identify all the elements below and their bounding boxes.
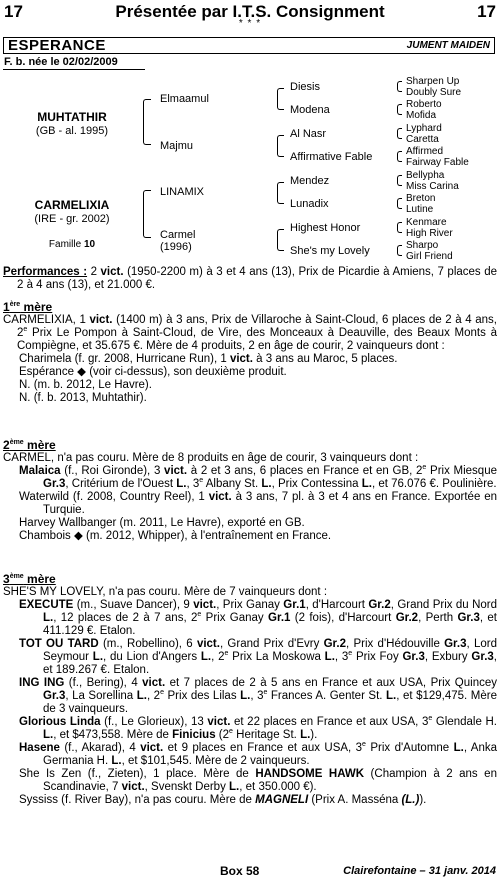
page-number-right: 17 [477, 2, 496, 21]
bracket [277, 135, 284, 157]
bracket [397, 81, 402, 92]
pedigree-g4: Lyphard [406, 123, 442, 134]
pedigree-g3: Mendez [290, 175, 330, 187]
pedigree-g4: Sharpen Up [406, 76, 460, 87]
sire-info: (GB - al. 1995) [35, 125, 109, 137]
bracket [397, 245, 402, 256]
pedigree-g3: Modena [290, 104, 330, 116]
pedigree-g3: Affirmative Fable [290, 151, 373, 163]
bracket [397, 222, 402, 233]
sale-location-date: Clairefontaine – 31 janv. 2014 [343, 865, 496, 877]
horse-name-box [3, 37, 495, 54]
page-title: Présentée par I.T.S. Consignment [115, 2, 385, 21]
produce-entry: Glorious Linda (f., Le Glorieux), 13 vict. et 22 places en France et aux USA, 3e Glendale H. L., et $473,558. Mère de Finicius (2e Heritage St. L.). [19, 715, 497, 741]
produce-entry: Charimela (f. gr. 2008, Hurricane Run), 1 vict. à 3 ans au Maroc, 5 places. [19, 353, 398, 365]
dam-record: CARMEL, n'a pas couru. Mère de 8 produits en âge de courir, 3 vainqueurs dont : [3, 452, 419, 464]
pedigree-g4: Lutine [406, 204, 434, 215]
pedigree-g4: Miss Carina [406, 181, 459, 192]
second-dam-section [3, 439, 497, 543]
sire-name: MUHTATHIR [37, 110, 107, 124]
produce-entry: She Is Zen (f., Zieten), 1 place. Mère de HANDSOME HAWK (Champion à 2 ans en Scandinavie, 7 vict., Svenskt Derby L., et 350.000 €). [19, 768, 497, 793]
bracket [397, 104, 402, 115]
bracket [143, 99, 151, 145]
pedigree-g4: Kenmare [406, 217, 447, 228]
bracket [277, 229, 284, 251]
pedigree-g4: Breton [406, 193, 436, 204]
pedigree-g2: Carmel [160, 229, 196, 241]
first-dam-section [3, 301, 497, 405]
box-number: Box 58 [220, 864, 260, 878]
pedigree-g3: Diesis [290, 81, 320, 93]
third-dam-section [3, 573, 497, 807]
bracket [277, 88, 284, 110]
produce-entry: ING ING (f., Bering), 4 vict. et 7 places de 2 à 5 ans en France et aux USA, Prix Quincey Gr.3, La Sorellina L., 2e Prix des Lilas L., 3e Frances A. Genter St. L., et $129,475. Mère de 3 vainqueurs. [19, 677, 497, 715]
produce-entry: Syssiss (f. River Bay), n'a pas couru. Mère de MAGNELI (Prix A. Masséna (L.)). [19, 794, 427, 806]
pedigree-g4: Mofida [406, 110, 437, 121]
pedigree-g2: LINAMIX [160, 186, 205, 198]
pedigree-g2-year: (1996) [160, 241, 192, 253]
produce-entry: Hasene (f., Akarad), 4 vict. et 9 places en France et aux USA, 3e Prix d'Automne L., Anka Germania H. L., et $101,545. Mère de 2 vainqueurs. [19, 741, 498, 767]
bracket [397, 175, 402, 186]
pedigree-g2: Elmaamul [160, 93, 209, 105]
divider [3, 69, 145, 70]
pedigree-g4: Bellypha [406, 170, 445, 181]
produce-entry: Malaica (f., Roi Gironde), 3 vict. à 2 et 3 ans, 6 places en France et en GB, 2e Prix Miesque Gr.3, Critérium de l'Ouest L., 3e Albany St. L., Prix Contessina L., et 76.076 €. Poulinière. [19, 464, 497, 490]
produce-entry: Harvey Wallbanger (m. 2011, Le Havre), exporté en GB. [19, 517, 305, 529]
dam-record: CARMELIXIA, 1 vict. (1400 m) à 3 ans, Prix de Villaroche à Saint-Cloud, 6 places de 2 à 4 ans, 2e Prix Le Pompon à Saint-Cloud, de Vire, des Monceaux à Deauville, des Beaux Monts à Compiègne, et 35.675 €. Mère de 4 produits, 2 en âge de courir, 2 vainqueurs dont : [3, 314, 498, 352]
pedigree-g4: High River [406, 228, 453, 239]
produce-entry: N. (f. b. 2013, Muhtathir). [19, 392, 147, 404]
performances-text: Performances : 2 vict. (1950-2200 m) à 3 et 4 ans (13), Prix de Picardie à Amiens, 7 places de 2 à 4 ans (13), et 21.000 €. [3, 266, 497, 291]
pedigree-g4: Caretta [406, 134, 439, 145]
dam-record: SHE'S MY LOVELY, n'a pas couru. Mère de 7 vainqueurs dont : [3, 586, 328, 598]
horse-birth: F. b. née le 02/02/2009 [4, 56, 118, 68]
dam-name: CARMELIXIA [34, 198, 110, 212]
bracket [143, 190, 151, 238]
produce-entry: N. (m. b. 2012, Le Havre). [19, 379, 152, 391]
title-stars: * * * [238, 18, 262, 29]
produce-entry: TOT OU TARD (m., Robellino), 6 vict., Grand Prix d'Evry Gr.2, Prix d'Hédouville Gr.3, Lord Seymour L., du Lion d'Angers L., 2e Prix La Moskowa L., 3e Prix Foy Gr.3, Exbury Gr.3, et 189.267 €. Etalon. [19, 638, 497, 676]
pedigree-g4: Doubly Sure [406, 87, 462, 98]
horse-type: JUMENT MAIDEN [406, 40, 490, 51]
bracket [397, 198, 402, 209]
produce-entry: Espérance ◆ (voir ci-dessus), son deuxième produit. [19, 366, 287, 378]
pedigree-g4: Girl Friend [406, 251, 453, 262]
produce-entry: Chambois ◆ (m. 2012, Whipper), à l'entraînement en France. [19, 530, 332, 542]
page-header [0, 0, 500, 32]
performances-section [3, 266, 497, 292]
pedigree-g2: Majmu [160, 140, 194, 152]
section-heading: 1ère mère [3, 300, 53, 314]
page-footer [0, 864, 500, 880]
section-heading: 3ème mère [3, 572, 56, 586]
pedigree-g4: Fairway Fable [406, 157, 469, 168]
produce-entry: Waterwild (f. 2008, Country Reel), 1 vict. à 3 ans, 7 pl. à 3 et 4 ans en France. Exportée en Turquie. [19, 491, 498, 516]
dam-family: Famille 10 [48, 239, 96, 250]
pedigree-g3: Al Nasr [290, 128, 327, 140]
bracket [397, 151, 402, 162]
section-heading: 2ème mère [3, 438, 56, 452]
horse-name: ESPERANCE [8, 37, 106, 54]
produce-entry: EXECUTE (m., Suave Dancer), 9 vict., Prix Ganay Gr.1, d'Harcourt Gr.2, Grand Prix du Nord L., 12 places de 2 à 7 ans, 2e Prix Ganay Gr.1 (2 fois), d'Harcourt Gr.2, Perth Gr.3, et 411.129 €. Etalon. [19, 599, 498, 637]
dam-info: (IRE - gr. 2002) [34, 213, 110, 225]
page-number-left: 17 [4, 2, 23, 21]
pedigree-g4: Roberto [406, 99, 442, 110]
pedigree-g3: Lunadix [290, 198, 329, 210]
bracket [397, 128, 402, 139]
pedigree-g4: Sharpo [406, 240, 439, 251]
pedigree-g3: She's my Lovely [290, 245, 370, 257]
bracket [277, 182, 284, 204]
pedigree-g4: Affirmed [406, 146, 444, 157]
pedigree-g3: Highest Honor [290, 222, 361, 234]
